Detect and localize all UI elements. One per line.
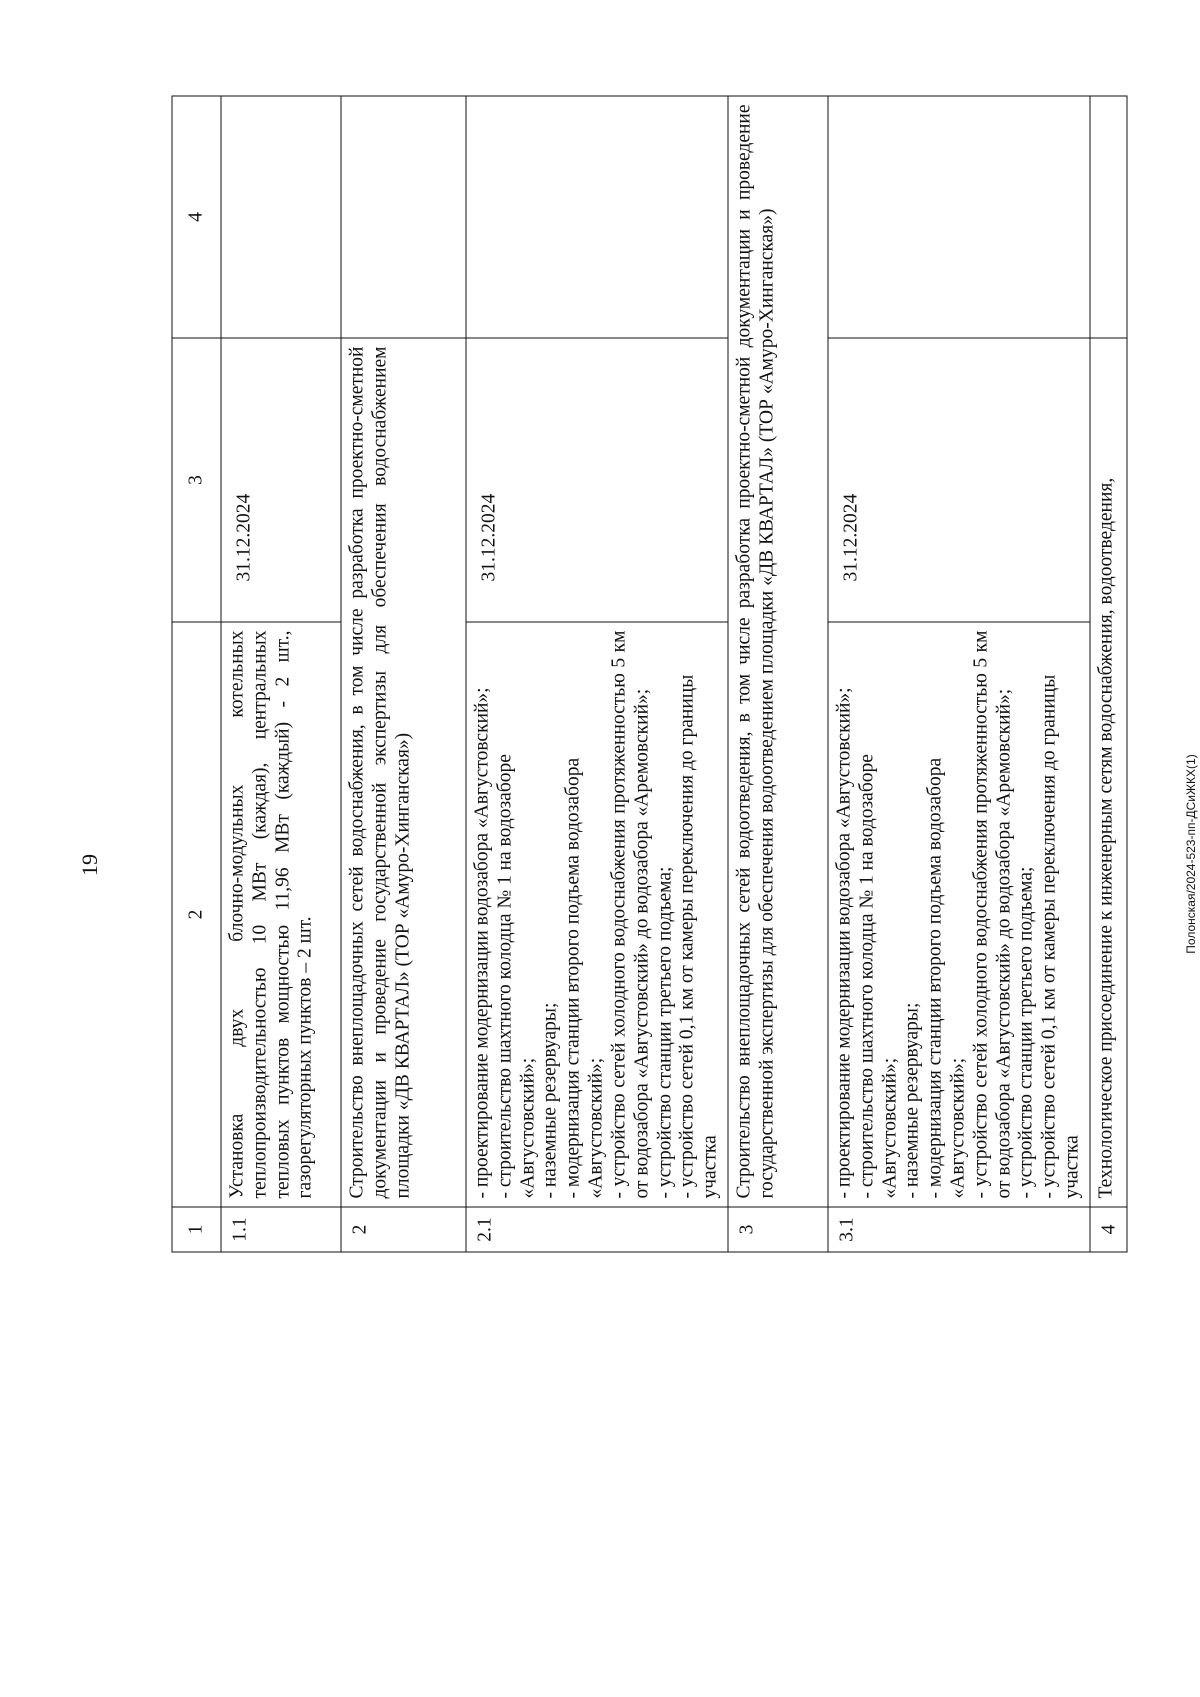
row-deadline: 31.12.2024: [827, 338, 1089, 622]
row-number: 2: [341, 1207, 466, 1252]
header-col-3: 3: [172, 338, 221, 622]
table-header-row: [172, 96, 221, 1252]
row-col4: [466, 96, 728, 338]
table-frame: [171, 96, 1119, 1252]
list-item: - строительство шахтного колодца № 1 на водозаборе «Августовский»;: [493, 753, 538, 1198]
list-item: - устройство станции третьего подъема;: [653, 866, 675, 1198]
row-work-list: [466, 622, 728, 1207]
document-code: Полонская/2024-523-пп-ДСиЖКХ(1): [1184, 754, 1198, 954]
list-item: - проектирование модернизации водозабора «Августовский»;: [471, 686, 492, 1198]
row-number: 1.1: [221, 1207, 341, 1252]
list-item: - устройство станции третьего подъема;: [1015, 866, 1037, 1198]
row-work-list: [827, 622, 1089, 1207]
row-number: 3: [727, 1207, 827, 1252]
table-row-2: [341, 96, 466, 1252]
row-col4: [221, 96, 341, 338]
table-row-1-1: [221, 96, 341, 1252]
row-number: 2.1: [466, 1207, 728, 1252]
list-item: - устройство сетей холодного водоснабжения протяженностью 5 км от водозабора «Августовский» до водозабора «Аремовский»;: [607, 630, 652, 1198]
list-item: - проектирование модернизации водозабора «Августовский»;: [832, 686, 854, 1198]
header-col-4: 4: [172, 96, 221, 338]
list-item: - модернизация станции второго подъема водозабора «Августовский»;: [924, 757, 968, 1198]
table-row-3-1: [827, 96, 1089, 1252]
row-number: 4: [1089, 1207, 1126, 1252]
row-description: Строительство внеплощадочных сетей водоотведения, в том числе разработка проектно-сметной документации и проведение государственной экспертизы для обеспечения водоотведением площадки «ДВ КВАРТАЛ» (ТОР «Амуро-Хинганская»): [727, 96, 827, 1207]
list-item: - устройство сетей 0,1 км от камеры переключения до границы участка: [676, 674, 721, 1198]
schedule-table: [171, 95, 1127, 1252]
page-number: 19: [77, 854, 102, 876]
row-deadline: 31.12.2024: [221, 338, 341, 622]
table-row-4: [1089, 96, 1126, 1252]
list-item: - наземные резервуары;: [539, 1002, 561, 1198]
table-row-3: [727, 96, 827, 1252]
rotated-table-container: [171, 96, 1119, 1252]
header-col-2: 2: [172, 622, 221, 1207]
row-col4: [1089, 96, 1126, 338]
row-col4: [341, 96, 466, 338]
row-description: Строительство внеплощадочных сетей водоснабжения, в том числе разработка проектно-сметной документации и проведение государственной экспертизы для обеспечения водоснабжением площадки «ДВ КВАРТАЛ» (ТОР «Амуро-Хинганская»): [341, 338, 466, 1207]
row-deadline: 31.12.2024: [466, 338, 728, 622]
row-description: Технологическое присоединение к инженерным сетям водоснабжения, водоотведения,: [1089, 338, 1126, 1207]
row-col4: [827, 96, 1089, 338]
list-item: - устройство сетей 0,1 км от камеры переключения до границы участка: [1038, 674, 1083, 1198]
list-item: - устройство сетей холодного водоснабжения протяженностью 5 км от водозабора «Августовский» до водозабора «Аремовский»;: [969, 630, 1014, 1198]
table-row-2-1: [466, 96, 728, 1252]
header-col-1: 1: [172, 1207, 221, 1252]
row-number: 3.1: [827, 1207, 1089, 1252]
list-item: - наземные резервуары;: [901, 1002, 923, 1198]
list-item: - строительство шахтного колодца № 1 на водозаборе «Августовский»;: [855, 753, 900, 1198]
row-description: Установка двух блочно-модульных котельных теплопроизводительностью 10 МВт (каждая), центральных тепловых пунктов мощностью 11,96 МВт (каждый) - 2 шт., газорегуляторных пунктов – 2 шт.: [221, 622, 341, 1207]
list-item: - модернизация станции второго подъема водозабора «Августовский»;: [562, 757, 607, 1198]
